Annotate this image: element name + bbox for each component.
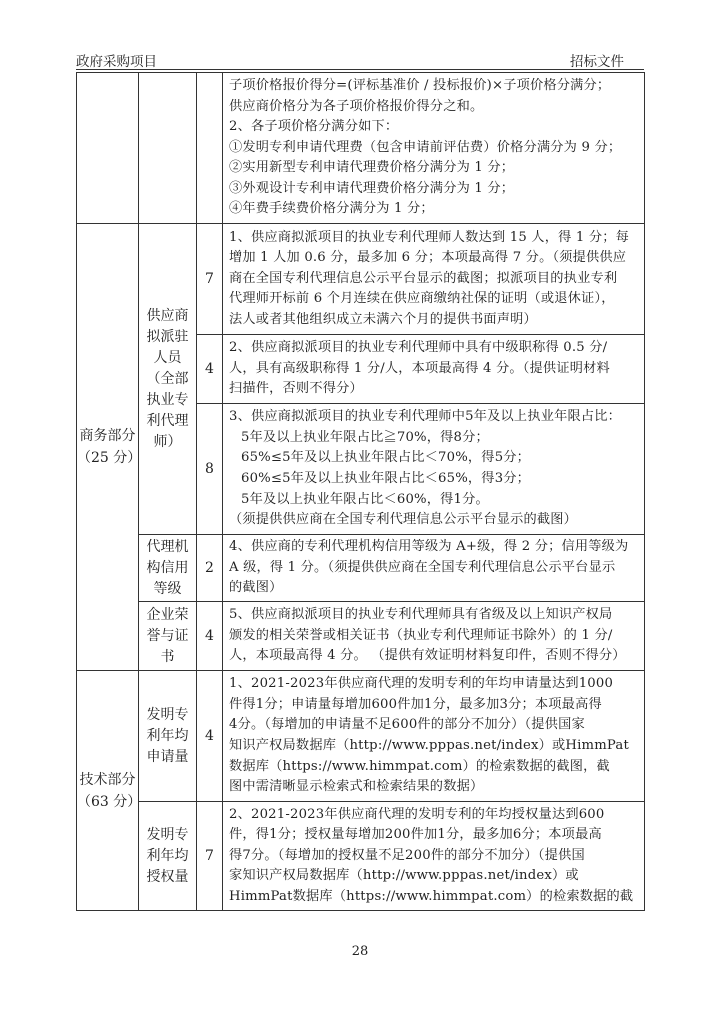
item-line: 企业荣 <box>146 606 189 623</box>
criteria-desc <box>223 671 645 802</box>
item-line: 誉与证 <box>146 627 189 644</box>
desc-line: 5、供应商拟派项目的执业专利代理师具有省级及以上知识产权局 <box>229 607 613 623</box>
item-line: 申请量 <box>146 748 189 765</box>
desc-line: 5年及以上执业年限占比≧70%，得8分； <box>241 429 489 445</box>
item-line: 授权量 <box>146 868 189 885</box>
score-cell: 4 <box>197 335 223 404</box>
scoring-table <box>76 72 645 911</box>
item-line: 利代理 <box>146 412 189 429</box>
table-row <box>77 802 645 911</box>
desc-line: 数据库（https://www.himmpat.com）的检索数据的截图，截 <box>229 758 610 774</box>
desc-line: 60%≤5年及以上执业年限占比＜65%，得3分； <box>241 471 531 486</box>
item-annual-grants <box>139 802 197 911</box>
desc-line: 人，本项最高得 4 分。 （提供有效证明材料复印件，否则不得分） <box>229 648 626 664</box>
item-line: 发明专 <box>146 706 189 723</box>
criteria-desc <box>223 802 645 911</box>
desc-line: 1、供应商拟派项目的执业专利代理师人数达到 15 人，得 1 分；每 <box>229 229 630 245</box>
item-line: 代理机 <box>146 538 189 555</box>
score-cell: 2 <box>197 535 223 602</box>
item-honors <box>139 602 197 671</box>
desc-line: 4、供应商的专利代理机构信用等级为 A+级，得 2 分；信用等级为 <box>229 539 629 555</box>
desc-line: 法人或者其他组织成立未满六个月的提供书面声明） <box>229 311 537 327</box>
score-cell-empty <box>197 73 223 224</box>
desc-line: 得7分。（每增加的授权量不足200件的部分不加分）（提供国 <box>229 847 585 863</box>
item-line: 利年均 <box>146 727 189 744</box>
desc-line: 扫描件，否则不得分） <box>229 381 363 397</box>
desc-line: 子项价格报价得分=(评标基准价 / 投标报价)×子项价格分满分； <box>229 77 611 93</box>
item-line: 拟派驻 <box>146 328 189 345</box>
item-line: 人员 <box>153 349 182 366</box>
table-row <box>77 224 645 335</box>
item-credit-level <box>139 535 197 602</box>
section-business <box>77 224 142 671</box>
item-annual-applications <box>139 671 197 802</box>
score-cell: 4 <box>197 671 223 802</box>
desc-line: 知识产权局数据库（http://www.pppas.net/index）或HimmPat <box>229 738 629 753</box>
table-row <box>77 73 645 224</box>
desc-line: 2、2021-2023年供应商代理的发明专利的年均授权量达到600 <box>229 806 605 822</box>
section-title: 技术部分 <box>79 771 136 788</box>
desc-line: 代理师开标前 6 个月连续在供应商缴纳社保的证明（或退休证）， <box>229 291 615 307</box>
header-project-type: 政府采购项目 <box>76 54 157 70</box>
desc-line: 2、各子项价格分满分如下： <box>229 119 399 135</box>
page-number: 28 <box>351 944 369 959</box>
desc-line: 件，得1分；授权量每增加200件加1分，最多加6分；本项最高 <box>229 827 602 843</box>
desc-line: 1、2021-2023年供应商代理的发明专利的年均申请量达到1000 <box>229 676 614 692</box>
item-line: 利年均 <box>146 847 189 864</box>
desc-line: 供应商价格分为各子项价格报价得分之和。 <box>229 98 484 114</box>
desc-line: ②实用新型专利申请代理费价格分满分为 1 分； <box>229 160 515 176</box>
desc-line: A 级，得 1 分。（须提供供应商在全国专利代理信息公示平台显示 <box>229 559 616 575</box>
desc-line: ④年费手续费价格分满分为 1 分； <box>229 201 434 217</box>
item-line: 供应商 <box>146 307 189 324</box>
item-line: 等级 <box>153 580 182 597</box>
desc-line: 颁发的相关荣誉或相关证书（执业专利代理师证书除外）的 1 分/ <box>229 627 613 643</box>
desc-line: （须提供供应商在全国专利代理信息公示平台显示的截图） <box>229 512 578 528</box>
item-line: 书 <box>160 648 175 665</box>
criteria-desc <box>223 602 645 671</box>
desc-line: HimmPat数据库（https://www.himmpat.com）的检索数据的截 <box>229 888 634 904</box>
score-cell: 8 <box>197 404 223 535</box>
criteria-desc <box>223 404 645 535</box>
desc-line: 2、供应商拟派项目的执业专利代理师中具有中级职称得 0.5 分/ <box>229 340 608 356</box>
section-cell-empty <box>77 73 139 224</box>
desc-line: 5年及以上执业年限占比＜60%，得1分。 <box>241 491 489 507</box>
desc-line: 3、供应商拟派项目的执业专利代理师中5年及以上执业年限占比： <box>229 409 622 425</box>
desc-line: 图中需清晰显示检索式和检索结果的数据） <box>229 779 484 795</box>
item-line: 发明专 <box>146 826 189 843</box>
desc-line: 家知识产权局数据库（http://www.pppas.net/index）或 <box>229 868 579 884</box>
criteria-desc <box>223 335 645 404</box>
item-line: 执业专 <box>146 391 189 408</box>
desc-line: ①发明专利申请代理费（包含申请前评估费）价格分满分为 9 分； <box>229 139 622 155</box>
score-cell: 4 <box>197 602 223 671</box>
criteria-desc <box>223 224 645 335</box>
score-cell: 7 <box>197 224 223 335</box>
item-line: 师） <box>153 433 182 450</box>
section-title: 商务部分 <box>79 428 136 444</box>
header-rule <box>76 69 644 70</box>
desc-line: 商在全国专利代理信息公示平台显示的截图；拟派项目的执业专利 <box>229 270 618 286</box>
section-points: （25 分） <box>77 450 142 466</box>
section-points: （63 分） <box>77 793 142 810</box>
item-line: 构信用 <box>146 559 189 576</box>
header-doc-type: 招标文件 <box>570 54 624 70</box>
section-technical <box>77 671 142 911</box>
item-line: （全部 <box>146 370 189 387</box>
table-row <box>77 602 645 671</box>
desc-line: 增加 1 人加 0.6 分，最多加 6 分；本项最高得 7 分。（须提供供应 <box>229 250 627 266</box>
table-row <box>77 535 645 602</box>
item-cell-empty <box>139 73 197 224</box>
desc-line: 的截图） <box>229 580 283 596</box>
score-cell: 7 <box>197 802 223 911</box>
price-criteria-desc <box>223 73 645 224</box>
table-row <box>77 671 645 802</box>
desc-line: ③外观设计专利申请代理费价格分满分为 1 分； <box>229 180 515 196</box>
desc-line: 65%≤5年及以上执业年限占比＜70%，得5分； <box>241 450 531 466</box>
criteria-desc <box>223 535 645 602</box>
desc-line: 人，具有高级职称得 1 分/人，本项最高得 4 分。（提供证明材料 <box>229 360 610 376</box>
item-staff <box>139 224 197 535</box>
desc-line: 件得1分；申请量每增加600件加1分，最多加3分；本项最高得 <box>229 696 602 712</box>
desc-line: 4分。（每增加的申请量不足600件的部分不加分）（提供国家 <box>229 717 585 733</box>
